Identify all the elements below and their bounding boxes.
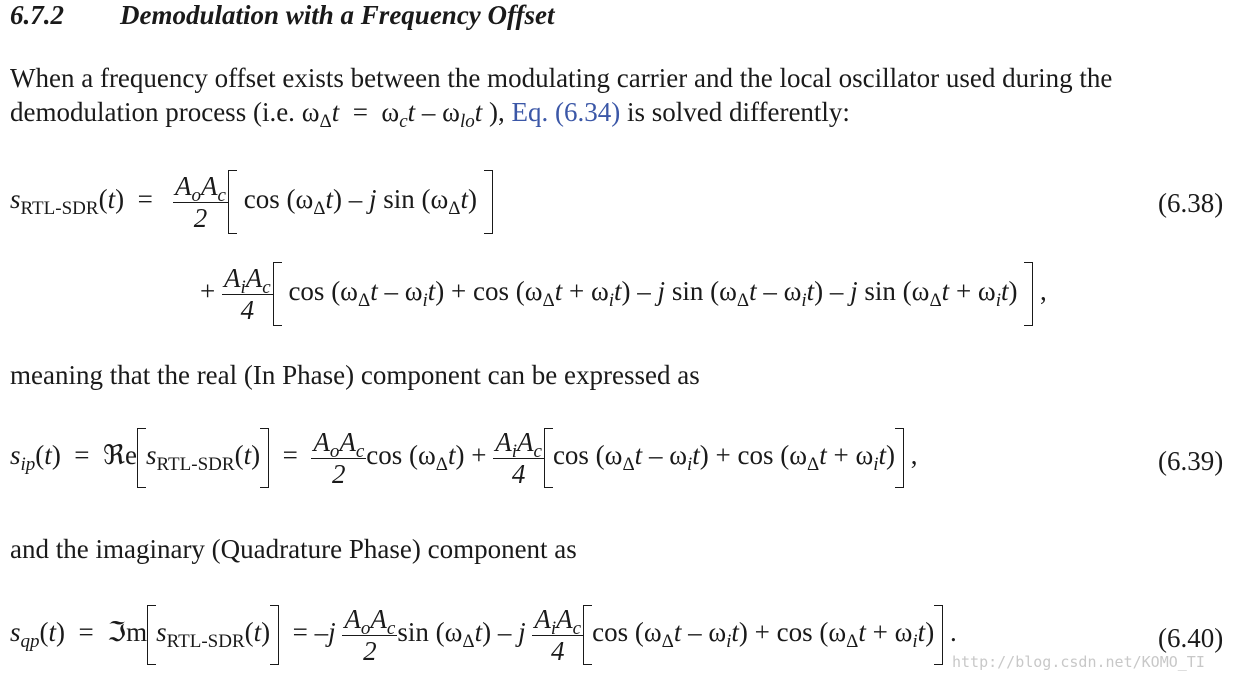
intro-line-1: When a frequency offset exists between the modulating carrier and the local oscillator used during the — [10, 63, 1113, 93]
real-part-operator: ℜe — [103, 440, 137, 471]
text-real-component: meaning that the real (In Phase) component can be expressed as — [10, 360, 700, 390]
eq38-frac-2: $\frac{A_iA_c}{4}$ — [223, 262, 271, 325]
imaginary-part-operator: ℑm — [107, 617, 148, 648]
inline-equation: $\omega_\Delta t = \omega_ct - \omega_{lo}t$ ), — [301, 97, 505, 132]
watermark: http://blog.csdn.net/KOMO_TI — [952, 653, 1205, 671]
equation-number-6-39: (6.39) — [1158, 446, 1224, 476]
text-imaginary-component: and the imaginary (Quadrature Phase) component as — [10, 534, 577, 564]
eq40-inner-sub: RTL-SDR — [166, 631, 245, 653]
equation-6-38-line-2: + $\frac{A_iA_c}{4}$ $\cos (\omega_\Delta t - \omega_it) + \cos (\omega_\Delta t + \omega_it) - j$ $\sin (\omega_\Delta t - \omega_it)$ – j $\sin (\omega_\Delta t + \omega_it)$ , — [200, 262, 1047, 325]
eq40-lhs-sub: qp — [20, 631, 40, 653]
eq40-frac-1: $\frac{A_oA_c}{2}$ — [344, 603, 396, 666]
eq39-inner-sub: RTL-SDR — [156, 454, 235, 476]
equation-number-6-38: (6.38) — [1158, 188, 1224, 218]
eq39-lhs-sub: ip — [20, 454, 36, 476]
section-number: 6.7.2 — [10, 0, 64, 30]
eq39-frac-1: $\frac{A_oA_c}{2}$ — [313, 426, 365, 489]
eq38-frac-1: $\frac{A_oA_c}{2}$ — [175, 170, 226, 233]
intro-line-2-text-b: is solved differently: — [620, 97, 850, 127]
intro-line-2-text-a: demodulation process (i.e. — [10, 97, 302, 127]
equation-number-6-40: (6.40) — [1158, 623, 1224, 653]
equation-6-38-line-1: $s_{RTL-SDR}(t)$ = $\frac{A_oA_c}{2}$ $\cos (\omega_\Delta t)$ – j $\sin (\omega_\Delta t)$ — [10, 170, 493, 234]
eq38-lhs-sub: RTL-SDR — [20, 198, 99, 220]
eq-link-6-34[interactable]: Eq. (6.34) — [511, 97, 621, 127]
intro-line-2 — [10, 97, 850, 132]
eq39-frac-2: $\frac{A_iA_c}{4}$ — [495, 426, 542, 489]
section-title: Demodulation with a Frequency Offset — [120, 0, 555, 30]
equation-6-39: $s_{ip}(t)$ = ℜe $s_{RTL-SDR}(t)$ = $\frac{A_oA_c}{2}$ $\cos (\omega_\Delta t)$ + $\frac{A_iA_c}{4}$ $\cos (\omega_\Delta t - \omega_it) + \cos (\omega_\Delta t + \omega_it)$ , — [10, 426, 918, 489]
equation-6-40: $s_{qp}(t)$ = ℑm $s_{RTL-SDR}(t) = -j$ $\frac{A_oA_c}{2}$ $\sin (\omega_\Delta t)$ – j $\frac{A_iA_c}{4}$ $\cos (\omega_\Delta t - \omega_it) + \cos (\omega_\Delta t + \omega_it)$ . — [10, 603, 957, 666]
eq40-frac-2: $\frac{A_iA_c}{4}$ — [534, 603, 582, 666]
